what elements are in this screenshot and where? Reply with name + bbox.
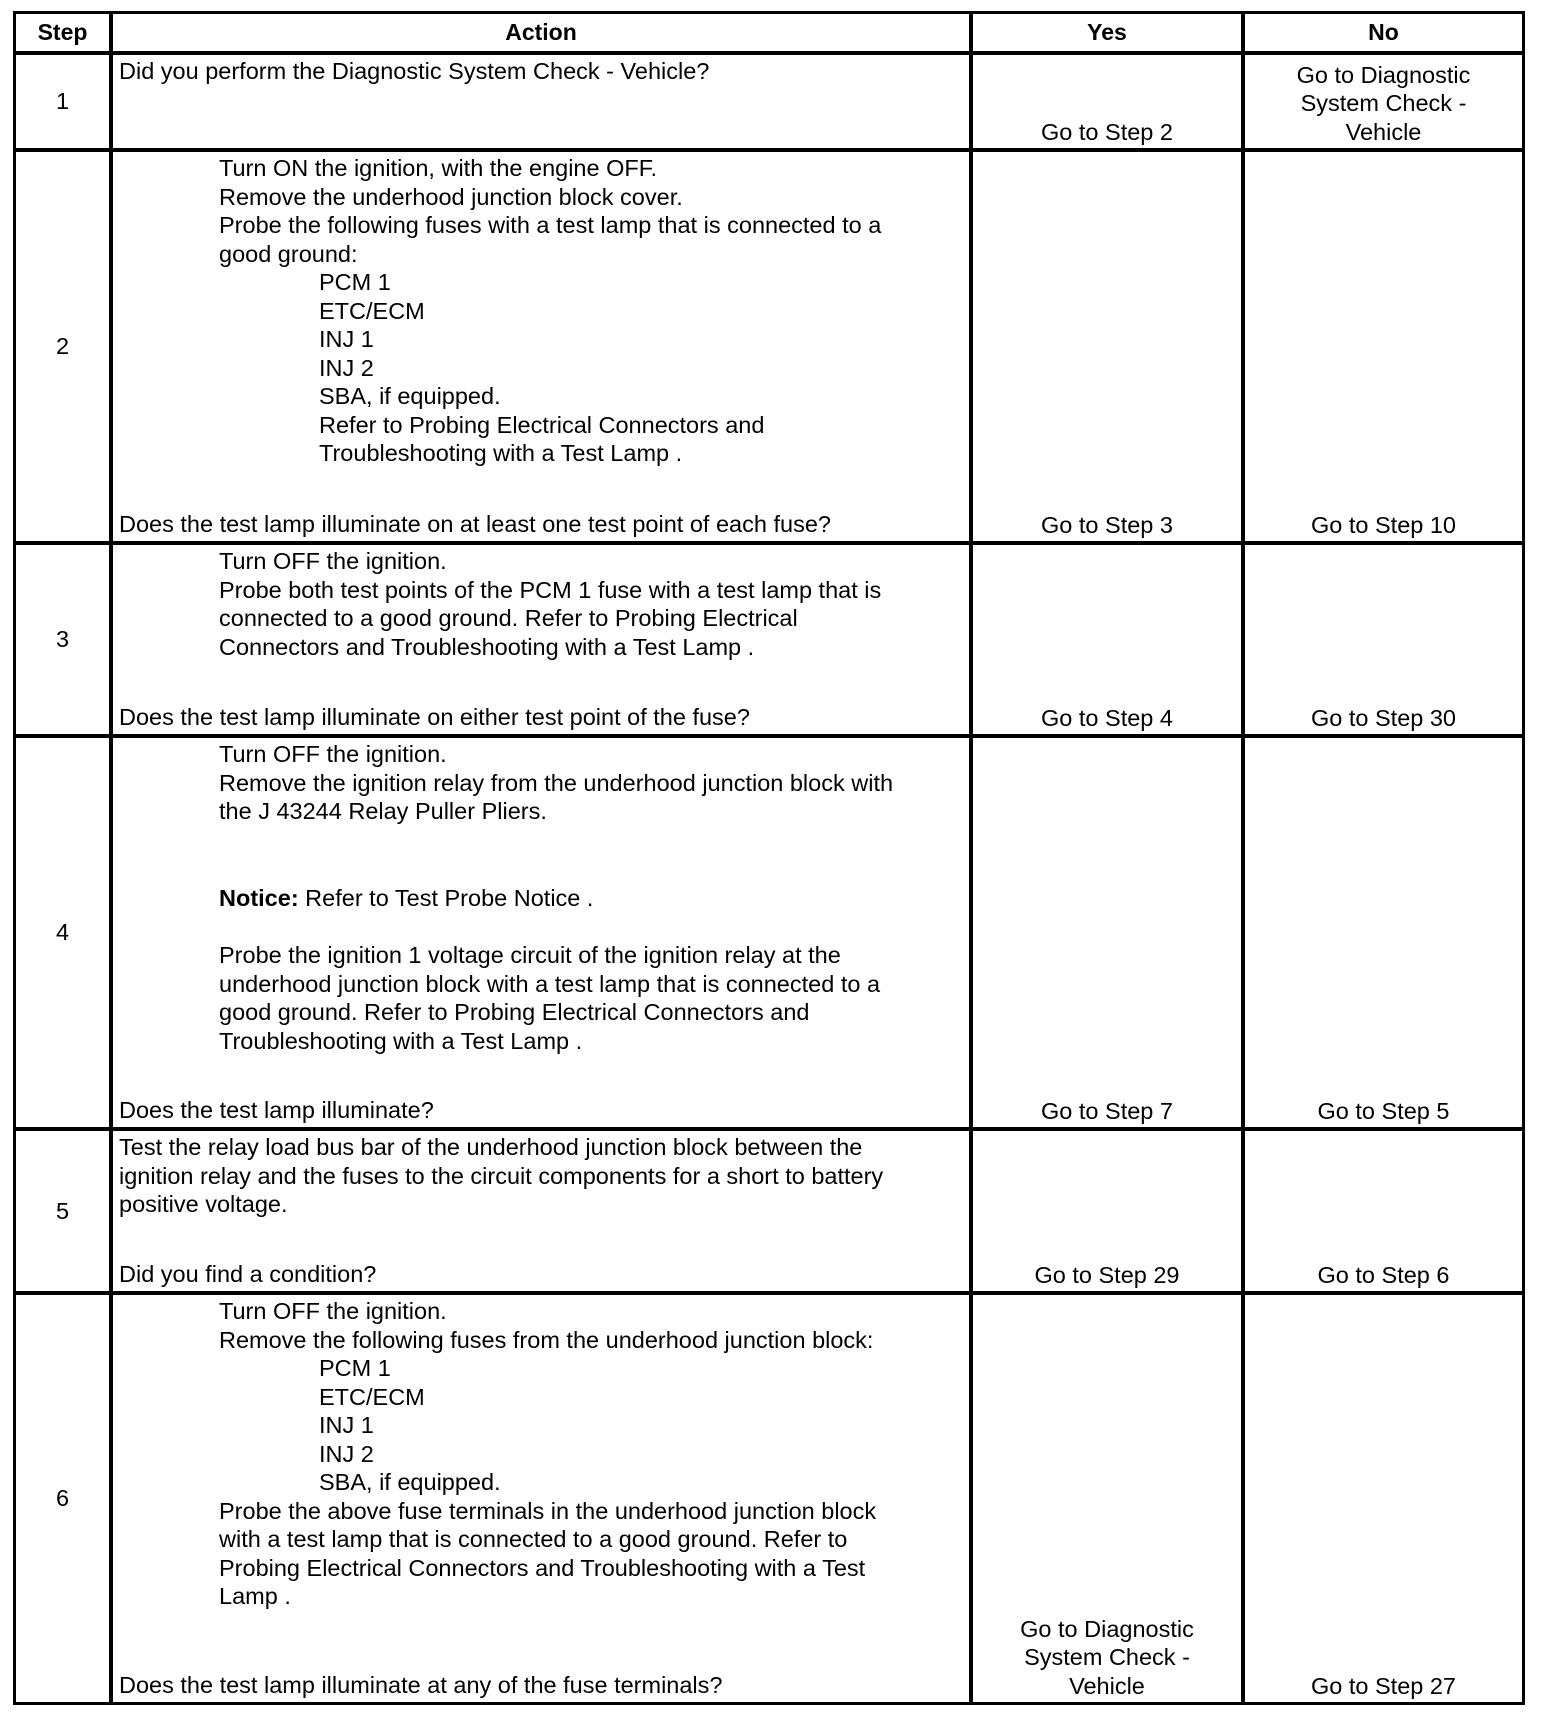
spacer (119, 854, 963, 884)
yes-cell (973, 1131, 1241, 1291)
action-cell (113, 738, 969, 1127)
yes-link[interactable]: Go to Step 2 (1041, 118, 1173, 145)
action-line: Probe the ignition 1 voltage circuit of the ignition relay at the (219, 942, 841, 968)
yes-link[interactable]: Go to Step 3 (1041, 511, 1173, 538)
no-cell (1245, 738, 1522, 1127)
no-cell (1245, 545, 1522, 734)
fuse-item: INJ 1 (319, 326, 374, 352)
action-question: Does the test lamp illuminate on at least one test point of each fuse? (119, 510, 831, 537)
yes-link[interactable]: Go to Step 4 (1041, 704, 1173, 731)
action-question: Does the test lamp illuminate on either test point of the fuse? (119, 703, 750, 730)
action-cell (113, 1295, 969, 1702)
no-link[interactable] (1297, 61, 1471, 147)
action-line: good ground. Refer to Probing Electrical Connectors and (219, 999, 810, 1025)
action-line: underhood junction block with a test lamp that is connected to a (219, 970, 881, 997)
fuse-item: INJ 2 (319, 354, 374, 381)
no-link-line: Go to Diagnostic (1296, 61, 1471, 88)
no-cell (1245, 1131, 1522, 1291)
yes-cell (973, 738, 1241, 1127)
action-line: good ground: (219, 240, 358, 267)
notice-line (119, 884, 963, 913)
fuse-item: ETC/ECM (319, 297, 425, 324)
fuse-item: PCM 1 (319, 269, 391, 295)
no-link[interactable]: Go to Step 30 (1310, 704, 1457, 731)
fuse-item: SBA, if equipped. (319, 1469, 501, 1495)
action-cell (113, 1131, 969, 1291)
yes-cell (973, 545, 1241, 734)
yes-link[interactable] (1020, 1615, 1194, 1701)
header-no: No (1368, 19, 1399, 46)
fuse-item: SBA, if equipped. (319, 383, 501, 409)
action-line: Remove the underhood junction block cover. (219, 183, 683, 210)
yes-link-line: Go to Diagnostic (1020, 1615, 1194, 1642)
action-line: connected to a good ground. Refer to Probing Electrical (219, 605, 798, 631)
action-line: Did you perform the Diagnostic System Check - Vehicle? (119, 58, 710, 84)
action-cell (113, 545, 969, 734)
fuse-item: INJ 2 (319, 1440, 374, 1467)
action-question: Did you find a condition? (119, 1260, 377, 1287)
action-line: Troubleshooting with a Test Lamp . (219, 1027, 583, 1054)
yes-cell (973, 1295, 1241, 1702)
no-link-line: Vehicle (1345, 118, 1422, 145)
step-number: 5 (55, 1197, 70, 1224)
action-line: ignition relay and the fuses to the circuit components for a short to battery (119, 1162, 884, 1189)
action-line: Turn OFF the ignition. (219, 741, 447, 767)
notice-label: Notice: (219, 885, 299, 911)
action-line: Test the relay load bus bar of the underhood junction block between the (119, 1134, 863, 1160)
grid-line (1522, 11, 1525, 1705)
header-step: Step (37, 19, 88, 46)
no-link-line: System Check - (1300, 90, 1467, 116)
action-cell (113, 55, 969, 148)
no-link[interactable]: Go to Step 6 (1317, 1261, 1450, 1288)
yes-link[interactable]: Go to Step 7 (1041, 1097, 1173, 1124)
grid-line (13, 1702, 1525, 1705)
action-line: with a test lamp that is connected to a good ground. Refer to (219, 1526, 848, 1552)
no-link[interactable]: Go to Step 27 (1310, 1672, 1457, 1699)
no-cell (1245, 1295, 1522, 1702)
yes-link-line: System Check - (1024, 1644, 1190, 1670)
step-number: 2 (55, 333, 70, 360)
spacer (119, 913, 963, 942)
yes-cell (973, 55, 1241, 148)
yes-cell (973, 152, 1241, 541)
action-line: Probe both test points of the PCM 1 fuse with a test lamp that is (219, 576, 882, 603)
fuse-item: ETC/ECM (319, 1383, 425, 1410)
action-cell (113, 152, 969, 541)
action-question: Does the test lamp illuminate at any of the fuse terminals? (119, 1671, 723, 1698)
diagnostic-table (13, 11, 1525, 1705)
no-link[interactable]: Go to Step 10 (1310, 511, 1457, 538)
action-line: Remove the ignition relay from the underhood junction block with (219, 769, 894, 796)
fuse-item: INJ 1 (319, 1412, 374, 1438)
yes-link[interactable]: Go to Step 29 (1034, 1261, 1180, 1288)
action-line: Lamp . (219, 1583, 291, 1609)
step-number: 6 (55, 1485, 70, 1512)
yes-link-line: Vehicle (1069, 1672, 1145, 1699)
action-line: Turn OFF the ignition. (219, 548, 447, 574)
header-action: Action (505, 19, 577, 46)
no-link[interactable]: Go to Step 5 (1317, 1097, 1450, 1124)
no-cell (1245, 152, 1522, 541)
action-line: Connectors and Troubleshooting with a Test Lamp . (219, 633, 755, 660)
action-line: Probe the following fuses with a test lamp that is connected to a (219, 212, 882, 238)
action-line: Refer to Probing Electrical Connectors and (319, 411, 765, 438)
notice-text: Refer to Test Probe Notice . (298, 885, 594, 911)
fuse-item: PCM 1 (319, 1355, 391, 1381)
header-yes: Yes (1087, 19, 1127, 46)
action-line: Turn OFF the ignition. (219, 1298, 447, 1324)
action-line: Probe the above fuse terminals in the underhood junction block (219, 1497, 877, 1524)
step-number: 4 (55, 919, 70, 946)
action-line: Troubleshooting with a Test Lamp . (319, 440, 683, 466)
spacer (119, 826, 963, 855)
step-number: 3 (55, 626, 70, 653)
step-number: 1 (55, 88, 70, 115)
action-line: Probing Electrical Connectors and Troubleshooting with a Test (219, 1554, 866, 1581)
action-line: Turn ON the ignition, with the engine OFF. (219, 155, 658, 181)
action-question: Does the test lamp illuminate? (119, 1096, 434, 1123)
action-line: Remove the following fuses from the underhood junction block: (219, 1326, 874, 1353)
action-line: the J 43244 Relay Puller Pliers. (219, 798, 547, 824)
action-line: positive voltage. (119, 1191, 288, 1217)
no-cell (1245, 55, 1522, 148)
